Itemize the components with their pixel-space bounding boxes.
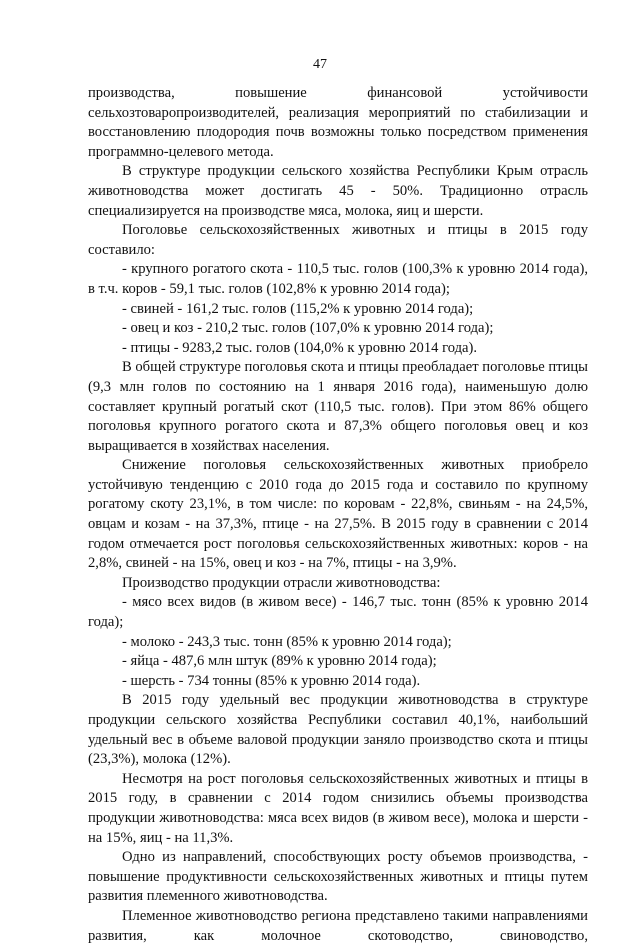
paragraph-breeding-region: Племенное животноводство региона представлено такими направлениями развития, как молочное скотоводство, свиноводство,	[88, 907, 588, 944]
paragraph-breeding-direction: Одно из направлений, способствующих росту объемов производства, - повышение продуктивности сельскохозяйственных животных и птицы путем развития племенного животноводства.	[88, 849, 588, 905]
list-item-cattle: - крупного рогатого скота - 110,5 тыс. голов (100,3% к уровню 2014 года), в т.ч. коров - 59,1 тыс. голов (102,8% к уровню 2014 года);	[88, 261, 588, 297]
list-item-pigs: - свиней - 161,2 тыс. голов (115,2% к уровню 2014 года);	[122, 300, 474, 317]
paragraph-production-decline: Несмотря на рост поголовья сельскохозяйственных животных и птицы в 2015 году, в сравнении с 2014 годом снизились объемы производства продукции животноводства: мяса всех видов (в живом весе), молока и шерсти - на 15%, яиц - на 11,3%.	[88, 770, 588, 846]
page-number: 47	[313, 57, 327, 72]
list-item-eggs: - яйца - 487,6 млн штук (89% к уровню 2014 года);	[122, 653, 437, 670]
list-item-milk: - молоко - 243,3 тыс. тонн (85% к уровню 2014 года);	[122, 633, 452, 650]
list-item-meat: - мясо всех видов (в живом весе) - 146,7 тыс. тонн (85% к уровню 2014 года);	[88, 594, 588, 631]
paragraph-intro: производства, повышение финансовой устойчивости сельхозтоваропроизводителей, реализация мероприятий по стабилизации и восстановлению плодородия почв возможны только посредством применения программно-целевого метода.	[88, 85, 588, 160]
paragraph-livestock-decline: Снижение поголовья сельскохозяйственных животных приобрело устойчивую тенденцию с 2010 года до 2015 года и составило по крупному рогатому скоту 23,1%, в том числе: по коровам - 22,8%, свиньям - на 24,5%, овцам и козам - на 37,3%, птице - на 27,5%. В 2015 году в сравнении с 2014 годом отмечается рост поголовья сельскохозяйственных животных: коров - на 2,8%, свиней - на 15%, овец и коз - на 7%, птицы - на 3,9%.	[88, 457, 588, 572]
list-item-sheep-goats: - овец и коз - 210,2 тыс. голов (107,0% к уровню 2014 года);	[122, 320, 494, 337]
list-item-poultry: - птицы - 9283,2 тыс. голов (104,0% к уровню 2014 года).	[122, 339, 477, 356]
list-item-wool: - шерсть - 734 тонны (85% к уровню 2014 года).	[122, 672, 421, 689]
paragraph-structure: В структуре продукции сельского хозяйства Республики Крым отрасль животноводства может достигать 45 - 50%. Традиционно отрасль специализируется на производстве мяса, молока, яиц и шерсти.	[88, 163, 588, 219]
paragraph-livestock-structure: В общей структуре поголовья скота и птицы преобладает поголовье птицы (9,3 млн голов по состоянию на 1 января 2016 года), наименьшую долю составляет крупный рогатый скот (110,5 тыс. голов). При этом 86% общего поголовья крупного рогатого скота и 87,3% общего поголовья овец и коз выращивается в хозяйствах населения.	[88, 359, 588, 454]
paragraph-production-heading: Производство продукции отрасли животноводства:	[122, 574, 441, 591]
document-body	[88, 84, 588, 946]
paragraph-livestock-heading: Поголовье сельскохозяйственных животных и птицы в 2015 году составило:	[88, 222, 588, 258]
paragraph-share-2015: В 2015 году удельный вес продукции животноводства в структуре продукции сельского хозяйства Республики составил 40,1%, наибольший удельный вес в объеме валовой продукции заняло производство скота и птицы (23,3%), молока (12%).	[88, 692, 588, 768]
